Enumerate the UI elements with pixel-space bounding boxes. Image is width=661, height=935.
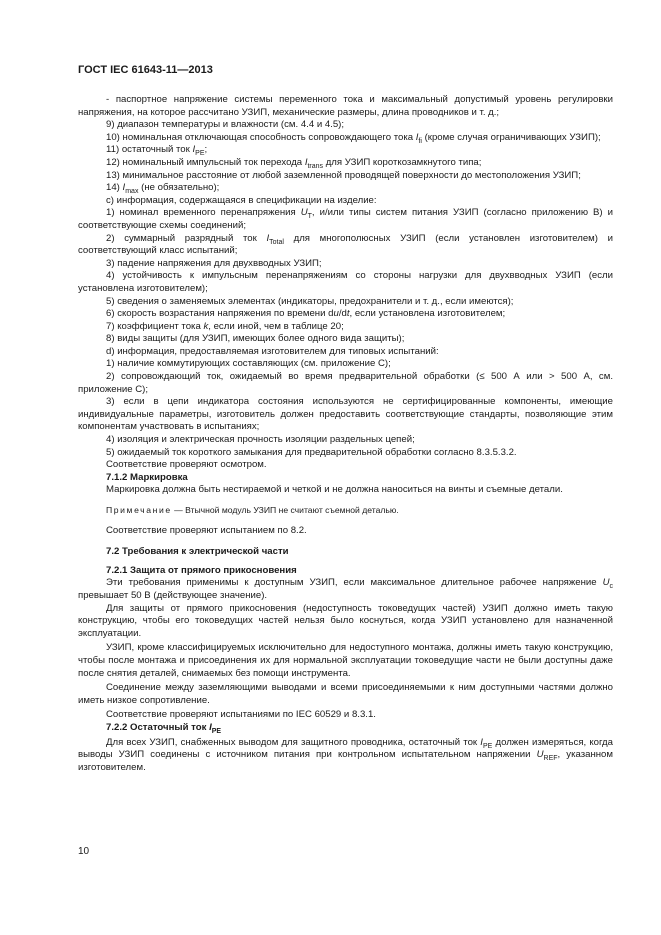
paragraph: d) информация, предоставляемая изготовителем для типовых испытаний: [106,345,439,357]
paragraph: 5) ожидаемый ток короткого замыкания для предварительной обработки согласно 8.3.5.3.2. [106,446,517,458]
subsection-heading: 7.1.2 Маркировка [106,471,188,483]
paragraph: Соответствие проверяют осмотром. [106,459,267,471]
paragraph: 4) устойчивость к импульсным перенапряжениям со стороны нагрузки для двухвводных УЗИП (если установлена изготовителем); [78,270,613,294]
paragraph: 3) падение напряжения для двухвводных УЗИП; [106,257,322,269]
paragraph: 6) скорость возрастания напряжения по времени du/dt, если установлена изготовителем; [106,308,506,320]
paragraph: - паспортное напряжение системы переменного тока и максимальный допустимый уровень регулировки напряжения, на которое рассчитано УЗИП, механические размеры, длина проводников и т. д.; [78,94,613,118]
paragraph: 1) номинал временного перенапряжения $U_T$, и/или типы систем питания УЗИП (согласно приложению В) и соответствующие схемы соединений; [78,207,613,231]
paragraph: 8) виды защиты (для УЗИП, имеющих более одного вида защиты); [106,333,405,345]
paragraph: Для защиты от прямого прикосновения (недоступность токоведущих частей) УЗИП должно иметь такую конструкцию, чтобы его токоведущих частей нельзя было коснуться, когда УЗИП установлено для назначенной эксплуатации. [78,602,613,639]
paragraph: 7) коэффициент тока k, если иной, чем в таблице 20; [106,320,344,332]
paragraph: 1) наличие коммутирующих составляющих (см. приложение С); [106,358,391,370]
page-number: 10 [78,846,90,857]
paragraph: Соответствие проверяют испытанием по 8.2. [106,524,307,536]
paragraph: 5) сведения о заменяемых элементах (индикаторы, предохранители и т. д., если имеются); [106,295,514,307]
paragraph: Соответствие проверяют испытаниями по IEC 60529 и 8.3.1. [106,709,376,721]
paragraph: 10) номинальная отключающая способность сопровождающего тока $I_{fi}$ (кроме случая ограничивающих УЗИП); [106,131,601,145]
paragraph: 11) остаточный ток $I_{PE}$; [106,144,208,158]
paragraph: 12) номинальный импульсный ток перехода $I_{trans}$ для УЗИП короткозамкнутого типа; [106,156,482,170]
paragraph: 4) изоляция и электрическая прочность изоляции раздельных цепей; [106,434,415,446]
paragraph: 2) сопровождающий ток, ожидаемый во время предварительной обработки (≤ 500 А или > 500 А, см. приложение С); [78,371,613,395]
paragraph: 2) суммарный разрядный ток $I_{Total}$ для многополюсных УЗИП (если установлен изготовителем) и соответствующий класс испытаний; [78,232,613,257]
note: Примечание — Втычной модуль УЗИП не считают съемной деталью. [106,505,399,515]
paragraph: Соединение между заземляющими выводами и всеми присоединяемыми к ним доступными частями должно иметь низкое сопротивление. [78,682,613,706]
paragraph: 14) $I_{max}$ (не обязательно); [106,182,220,196]
document-header: ГОСТ IEC 61643-11—2013 [78,64,213,76]
paragraph: Маркировка должна быть нестираемой и четкой и не должна наноситься на винты и съемные детали. [106,484,563,496]
paragraph: 9) диапазон температуры и влажности (см. 4.4 и 4.5); [106,119,345,131]
subsection-heading: 7.2.1 Защита от прямого прикосновения [106,564,297,576]
paragraph: 3) если в цепи индикатора состояния используются не сертифицированные компоненты, имеющие индивидуальные параметры, изготовитель должен предоставить соответствующие стандарты, позволяющие этим компонентам участвовать в испытаниях; [78,396,613,433]
paragraph: Для всех УЗИП, снабженных выводом для защитного проводника, остаточный ток $I_{PE}$ должен измеряться, когда выводы УЗИП соединены с источником питания при контрольном испытательном напряжении $U_{REF}$, указанном изготовителем. [78,736,613,773]
paragraph: c) информация, содержащаяся в спецификации на изделие: [106,194,377,206]
paragraph: Эти требования применимы к доступным УЗИП, если максимальное длительное рабочее напряжение $U_c$ превышает 50 В (действующее значение). [78,577,613,601]
section-heading: 7.2 Требования к электрической части [106,546,289,558]
subsection-heading: 7.2.2 Остаточный ток $I_{PE}$ [106,721,222,735]
document-body [78,94,613,774]
paragraph: УЗИП, кроме классифицируемых исключительно для недоступного монтажа, должны иметь такую конструкцию, чтобы после монтажа и присоединения их для нормальной эксплуатации токоведущие части не были доступны даже после снятия деталей, снимаемых без помощи инструмента. [78,642,613,679]
paragraph: 13) минимальное расстояние от любой заземленной проводящей поверхности до местоположения УЗИП; [106,169,581,181]
